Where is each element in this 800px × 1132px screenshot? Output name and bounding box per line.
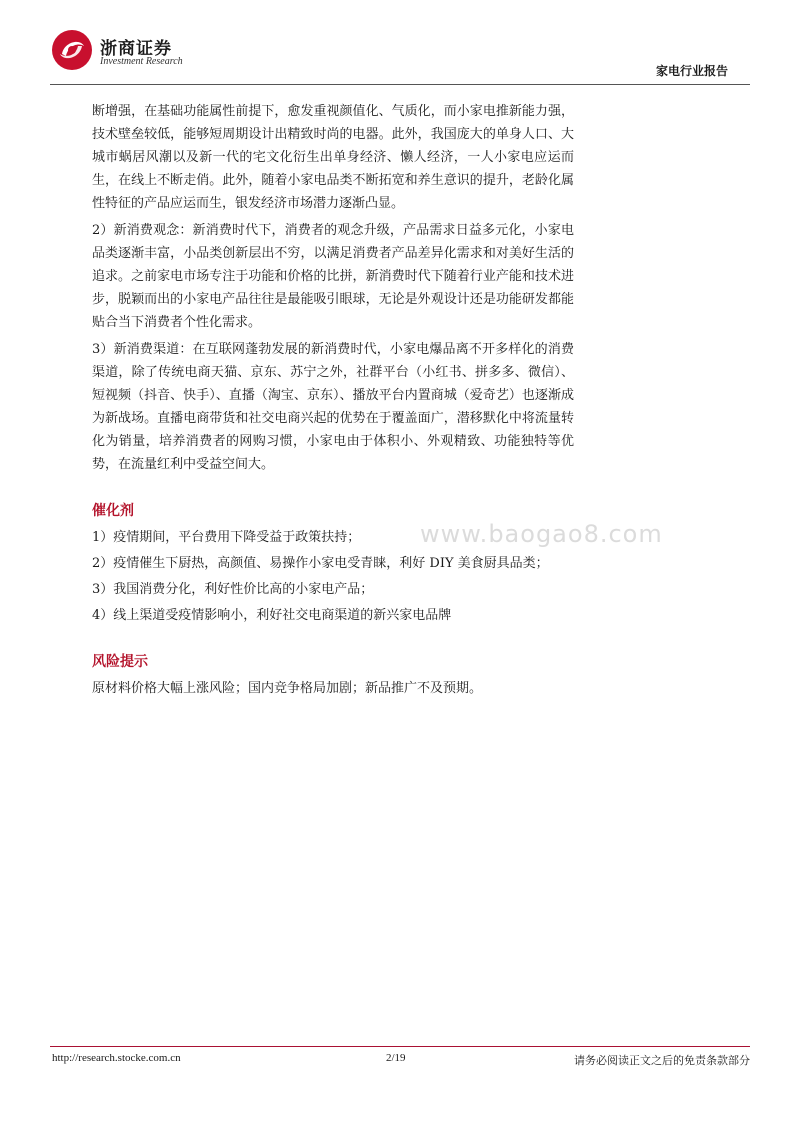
main-content xyxy=(92,100,574,703)
catalyst-item: 1）疫情期间，平台费用下降受益于政策扶持； xyxy=(92,530,361,545)
catalyst-item: 3）我国消费分化，利好性价比高的小家电产品； xyxy=(92,582,374,597)
company-logo xyxy=(50,28,94,72)
risk-text: 原材料价格大幅上涨风险；国内竞争格局加剧；新品推广不及预期。 xyxy=(92,681,483,696)
page-number: 2/19 xyxy=(386,1052,406,1064)
catalyst-item: 2）疫情催生下厨热，高颜值、易操作小家电受青睐，利好 DIY 美食厨具品类； xyxy=(92,556,549,571)
catalyst-item: 4）线上渠道受疫情影响小，利好社交电商渠道的新兴家电品牌 xyxy=(92,608,452,623)
brand-name: 浙商证券 xyxy=(100,39,172,59)
disclaimer-note: 请务必阅读正文之后的免责条款部分 xyxy=(574,1054,750,1067)
watermark: www.baogao8.com xyxy=(420,520,663,548)
header-divider xyxy=(50,84,750,85)
footer-url: http://research.stocke.com.cn xyxy=(52,1052,181,1064)
intro-paragraph: 断增强，在基础功能属性前提下，愈发重视颜值化、气质化，而小家电推新能力强，技术壁垒较低，能够短周期设计出精致时尚的电器。此外，我国庞大的单身人口、大城市蜗居风潮以及新一代的宅文化衍生出单身经济、懒人经济，一人小家电应运而生，在线上不断走俏。此外，随着小家电品类不断拓宽和养生意识的提升，老龄化属性特征的产品应运而生，银发经济市场潜力逐渐凸显。 xyxy=(92,104,574,211)
catalyst-heading: 催化剂 xyxy=(92,503,134,519)
footer-divider xyxy=(50,1046,750,1047)
point-new-consumption-channel: 3）新消费渠道：在互联网蓬勃发展的新消费时代，小家电爆品离不开多样化的消费渠道，除了传统电商天猫、京东、苏宁之外，社群平台（小红书、拼多多、微信）、短视频（抖音、快手）、直播（淘宝、京东）、播放平台内置商城（爱奇艺）也逐渐成为新战场。直播电商带货和社交电商兴起的优势在于覆盖面广，潜移默化中将流量转化为销量，培养消费者的网购习惯，小家电由于体积小、外观精致、功能独特等优势，在流量红利中受益空间大。 xyxy=(92,342,574,472)
point-new-consumption-concept: 2）新消费观念：新消费时代下，消费者的观念升级，产品需求日益多元化，小家电品类逐渐丰富，小品类创新层出不穷，以满足消费者产品差异化需求和对美好生活的追求。之前家电市场专注于功能和价格的比拼，新消费时代下随着行业产能和技术进步，脱颖而出的小家电产品往往是最能吸引眼球，无论是外观设计还是功能研发都能贴合当下消费者个性化需求。 xyxy=(92,223,574,330)
report-type: 家电行业报告 xyxy=(655,64,728,78)
brand-subtitle: Investment Research xyxy=(100,56,183,67)
risk-heading: 风险提示 xyxy=(92,654,148,670)
